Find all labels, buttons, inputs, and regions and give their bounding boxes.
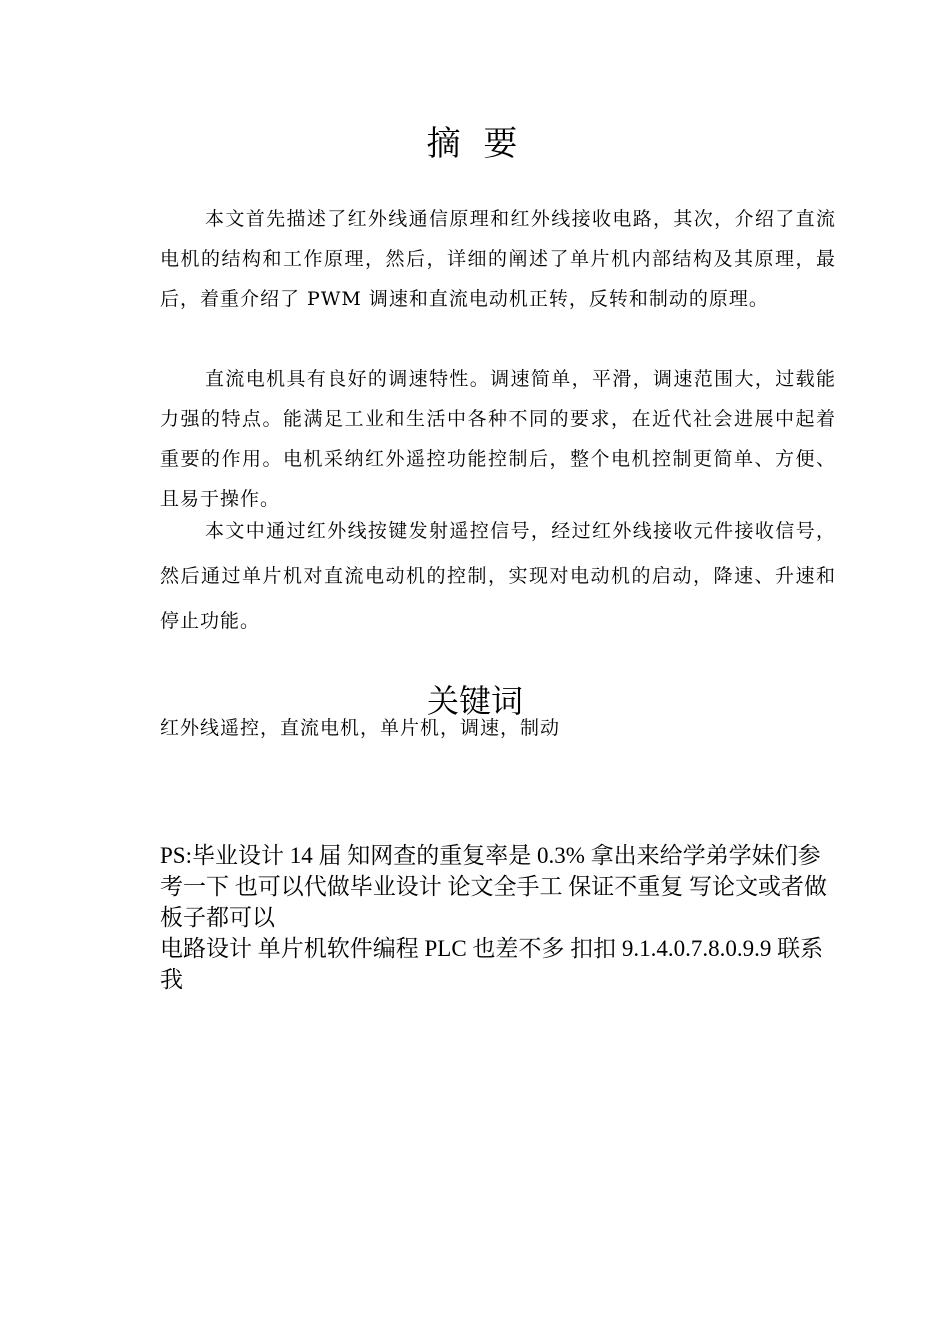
abstract-heading: 摘 要 [426,124,524,164]
abstract-paragraph-1: 本文首先描述了红外线通信原理和红外线接收电路，其次，介绍了直流电机的结构和工作原理，然后，详细的阐述了单片机内部结构及其原理，最后，着重介绍了 PWM 调速和直流电动机正转，反转和制动的原理。 [160,208,836,310]
ps-note [160,840,840,995]
abstract-paragraph-3: 本文中通过红外线按键发射遥控信号，经过红外线接收元件接收信号，然后通过单片机对直流电动机的控制，实现对电动机的启动，降速、升速和停止功能。 [160,520,836,632]
ps-note-line-2: 电路设计 单片机软件编程 PLC 也差不多 扣扣 9.1.4.0.7.8.0.9.9 联系我 [160,936,824,992]
abstract-paragraph-2: 直流电机具有良好的调速特性。调速简单，平滑，调速范围大，过载能力强的特点。能满足工业和生活中各种不同的要求，在近代社会进展中起着重要的作用。电机采纳红外遥控功能控制后，整个电机控制更简单、方便、且易于操作。 [160,368,836,510]
keywords-heading: 关键词 [426,682,523,720]
keywords-list: 红外线遥控，直流电机，单片机，调速，制动 [160,717,561,739]
ps-note-line-1: PS:毕业设计 14 届 知网查的重复率是 0.3% 拿出来给学弟学妹们参考一下 也可以代做毕业设计 论文全手工 保证不重复 写论文或者做板子都可以 [160,843,827,930]
